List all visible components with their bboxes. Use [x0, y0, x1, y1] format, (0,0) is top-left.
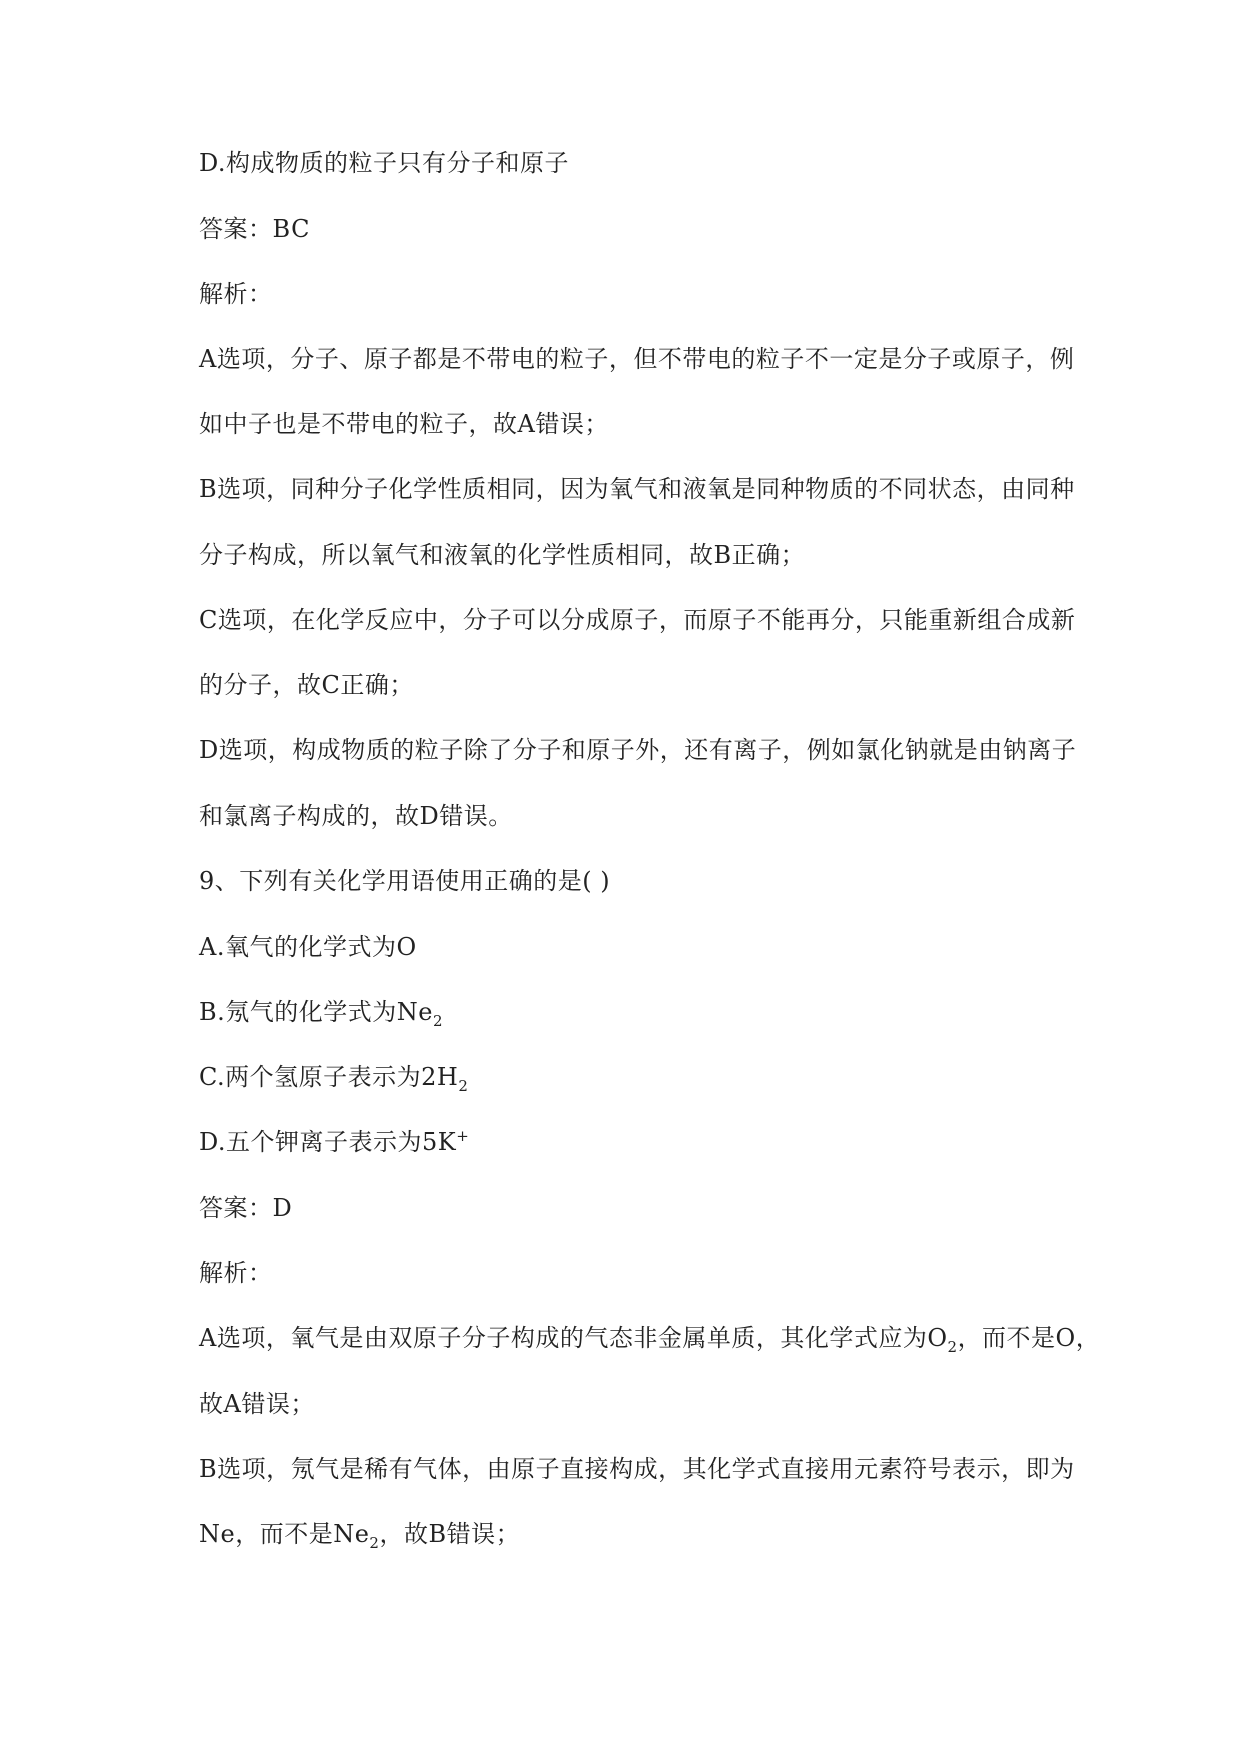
option-b-text: B.氖气的化学式为Ne [199, 998, 433, 1026]
analysis-q9-b-post: ，故B错误； [379, 1520, 521, 1548]
analysis-q9-a-post: ，而不是O， [957, 1324, 1101, 1352]
option-c-subscript: 2 [458, 1077, 469, 1095]
option-d-text: D.构成物质的粒子只有分子和原子 [199, 149, 570, 177]
analysis-b-line-2: 分子构成，所以氧气和液氧的化学性质相同，故B正确； [199, 541, 806, 569]
analysis-b-line-1: B选项，同种分子化学性质相同，因为氧气和液氧是同种物质的不同状态，由同种 [199, 475, 1075, 503]
analysis-c-line-2: 的分子，故C正确； [199, 671, 414, 699]
analysis-q9-b-line-1: B选项，氖气是稀有气体，由原子直接构成，其化学式直接用元素符号表示，即为 [199, 1455, 1075, 1483]
analysis-q9-a-line-1 [199, 1323, 1101, 1356]
question-9-option-d [199, 1127, 469, 1157]
analysis-a-line-2: 如中子也是不带电的粒子，故A错误； [199, 410, 609, 438]
analysis-d-line-1: D选项，构成物质的粒子除了分子和原子外，还有离子，例如氯化钠就是由钠离子 [199, 736, 1077, 764]
question-9-option-c [199, 1062, 469, 1095]
analysis-q9-a-subscript: 2 [947, 1338, 958, 1356]
analysis-q9-a-line-2: 故A错误； [199, 1390, 315, 1418]
analysis-q9-b-line-2 [199, 1519, 521, 1552]
analysis-q9-b-subscript: 2 [369, 1534, 380, 1552]
analysis-q9-b-pre: Ne，而不是Ne [199, 1520, 370, 1548]
analysis-label: 解析： [199, 280, 273, 308]
analysis-c-line-1: C选项，在化学反应中，分子可以分成原子，而原子不能再分，只能重新组合成新 [199, 606, 1076, 634]
answer-label-q9: 答案：D [199, 1194, 293, 1222]
question-9-option-a: A.氧气的化学式为O [199, 933, 417, 961]
analysis-d-line-2: 和氯离子构成的，故D错误。 [199, 802, 513, 830]
question-9-title: 9、下列有关化学用语使用正确的是( ) [199, 867, 611, 895]
option-d-superscript: + [456, 1127, 470, 1145]
analysis-a-line-1: A选项，分子、原子都是不带电的粒子，但不带电的粒子不一定是分子或原子，例 [199, 345, 1075, 373]
answer-label: 答案：BC [199, 215, 310, 243]
option-b-subscript: 2 [432, 1012, 444, 1030]
option-d-text-q9: D.五个钾离子表示为5K [199, 1128, 457, 1156]
question-9-option-b [199, 997, 444, 1030]
option-c-text: C.两个氢原子表示为2H [199, 1063, 459, 1091]
analysis-label-q9: 解析： [199, 1259, 273, 1287]
analysis-q9-a-pre: A选项，氧气是由双原子分子构成的气态非金属单质，其化学式应为O [199, 1324, 948, 1352]
